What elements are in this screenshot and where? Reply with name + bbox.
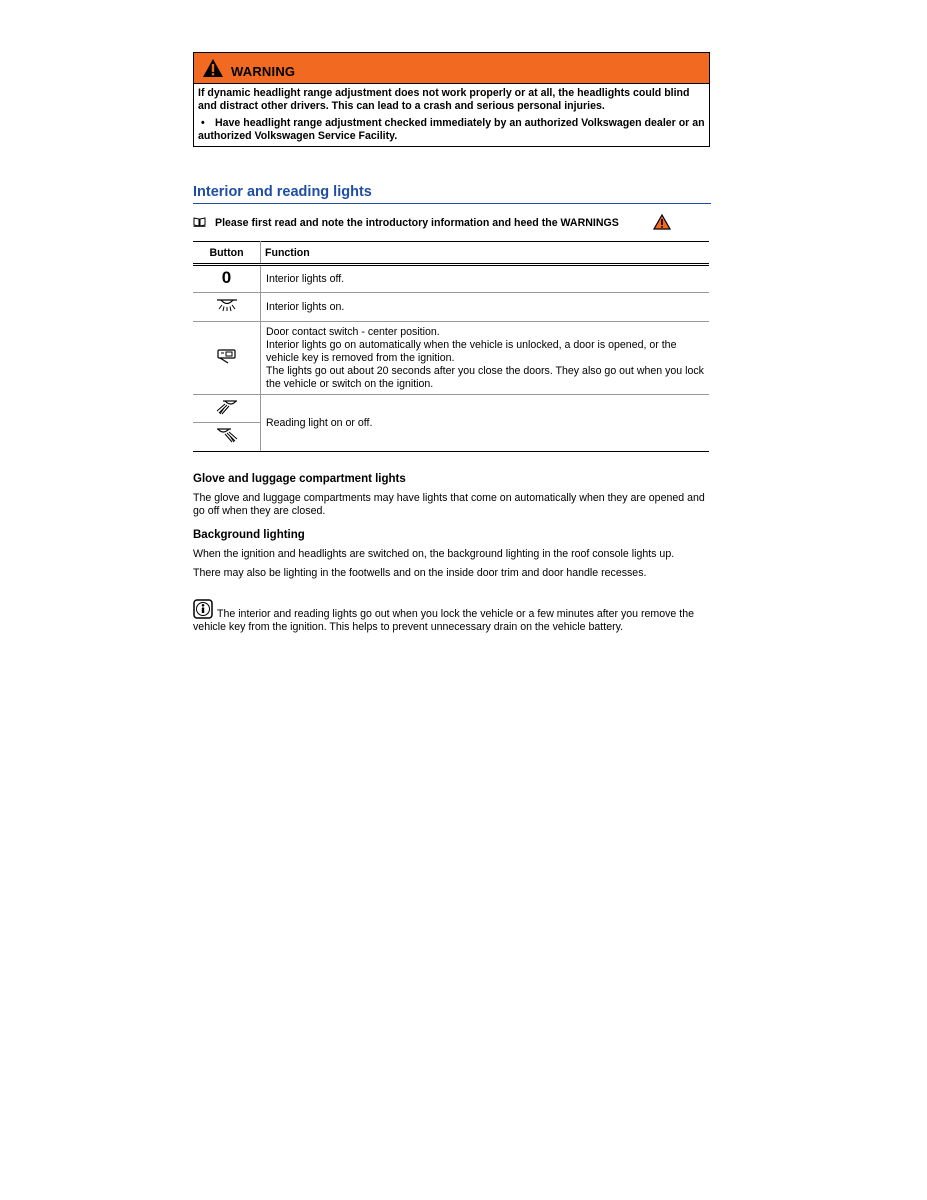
warning-body xyxy=(194,84,709,146)
table-row xyxy=(193,395,709,423)
info-icon xyxy=(193,599,213,619)
warning-title: WARNING xyxy=(231,64,296,79)
function-cell: Interior lights on. xyxy=(261,293,710,322)
warning-paragraph: If dynamic headlight range adjustment does not work properly or at all, the headlights could blind and distract other drivers. This can lead to a crash and serious personal injuries. xyxy=(198,87,690,112)
table-header-row xyxy=(193,242,709,265)
function-cell: Interior lights off. xyxy=(261,265,710,293)
warning-box xyxy=(193,52,710,147)
intro-line xyxy=(193,215,710,231)
button-cell xyxy=(193,293,261,322)
button-cell xyxy=(193,265,261,293)
function-line: Door contact switch - center position. xyxy=(266,325,440,338)
button-cell xyxy=(193,423,261,452)
warning-reference-icon[interactable] xyxy=(653,214,671,230)
button-cell xyxy=(193,322,261,395)
door-contact-icon xyxy=(216,348,238,364)
warning-bullet-item xyxy=(198,117,705,143)
reading-light-right-icon xyxy=(215,427,239,443)
interior-light-on-icon xyxy=(216,298,238,312)
reading-light-left-icon xyxy=(215,399,239,415)
intro-text: Please first read and note the introductory information and heed the WARNINGS xyxy=(215,217,619,229)
info-note xyxy=(193,599,710,634)
info-note-text: The interior and reading lights go out when you lock the vehicle or a few minutes after you remove the vehicle key from the ignition. This helps to prevent unnecessary drain on the vehicle battery. xyxy=(193,608,694,633)
warning-bullet-text: Have headlight range adjustment checked immediately by an authorized Volkswagen dealer or an authorized Volkswagen Service Facility. xyxy=(198,117,705,142)
header-function: Function xyxy=(261,242,710,265)
section-title: Interior and reading lights xyxy=(193,184,711,204)
page xyxy=(193,52,710,634)
warning-header xyxy=(194,53,709,84)
warning-triangle-icon xyxy=(202,58,224,78)
table-row xyxy=(193,322,709,395)
background-text-1: When the ignition and headlights are switched on, the background lighting in the roof console lights up. xyxy=(193,548,675,560)
function-table xyxy=(193,241,709,452)
button-cell xyxy=(193,395,261,423)
book-icon xyxy=(193,217,206,227)
glove-text: The glove and luggage compartments may have lights that come on automatically when they are opened and go off when they are closed. xyxy=(193,492,705,517)
glove-title: Glove and luggage compartment lights xyxy=(193,473,406,485)
bullet-marker: • xyxy=(201,117,205,129)
function-cell xyxy=(261,322,710,395)
background-text-2: There may also be lighting in the footwells and on the inside door trim and door handle recesses. xyxy=(193,567,647,579)
table-row xyxy=(193,265,709,293)
header-button: Button xyxy=(193,242,261,265)
function-line: The lights go out about 20 seconds after you close the doors. They also go out when you lock the vehicle or switch on the ignition. xyxy=(266,364,704,390)
table-row xyxy=(193,293,709,322)
zero-icon: 0 xyxy=(221,268,232,287)
background-title: Background lighting xyxy=(193,529,305,541)
function-cell: Reading light on or off. xyxy=(261,395,710,452)
function-line: Interior lights go on automatically when the vehicle is unlocked, a door is opened, or the vehicle key is removed from the ignition. xyxy=(266,338,677,364)
